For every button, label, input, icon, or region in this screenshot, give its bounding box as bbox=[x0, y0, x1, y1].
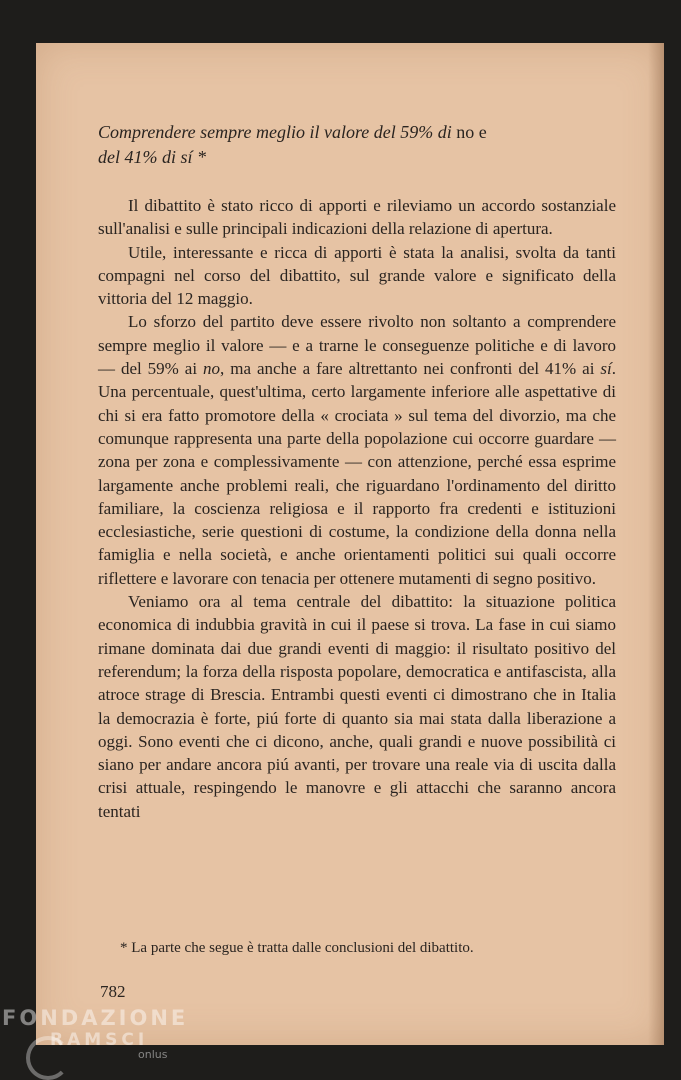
heading-italic-part: Comprendere sempre meglio il valore del 59% di bbox=[98, 122, 452, 142]
paragraph-2: Utile, interessante e ricca di apporti è stata la analisi, svolta da tanti compagni nel corso del dibattito, sul grande valore e significato della vittoria del 12 maggio. bbox=[98, 242, 616, 309]
watermark-fondazione: FONDAZIONE bbox=[2, 1006, 189, 1030]
page-body bbox=[98, 120, 616, 823]
paragraph-3-text: Lo sforzo del partito deve essere rivolto non soltanto a comprendere sempre meglio il valore — e a trarne le conseguenze politiche e di lavoro — del 59% ai bbox=[98, 312, 616, 379]
italic-si: sí bbox=[600, 359, 612, 379]
watermark-onlus: onlus bbox=[138, 1048, 168, 1061]
page-spine bbox=[648, 43, 664, 1045]
paragraph-3-text: . Una percentuale, quest'ultima, certo largamente inferiore alle aspettative di chi si era fatto promotore della « crociata » sul tema del divorzio, ma che comunque rappresenta una parte della popolazione cui occorre guardare — zona per zona e complessivamente — con attenzione, perché essa esprime largamente anche problemi reali, che riguardano l'ordinamento del diritto familiare, la coscienza religiosa e il rapporto fra credenti e istituzioni ecclesiastiche, serie questioni di costume, la condizione della donna nella famiglia e nella società, e anche orientamenti politici sui quali occorre riflettere e lavorare con tenacia per ottenere mutamenti di segno positivo. bbox=[98, 359, 617, 588]
watermark-gramsci: RAMSCI bbox=[50, 1030, 149, 1050]
italic-no: no bbox=[203, 359, 221, 379]
paragraph-3-text: , ma anche a fare altrettanto nei confronti del 41% ai bbox=[220, 359, 595, 379]
heading-second-line: del 41% di sí * bbox=[98, 147, 206, 167]
heading-upright-part: no e bbox=[456, 122, 487, 142]
page-number: 782 bbox=[100, 982, 126, 1001]
footnote: * La parte che segue è tratta dalle conclusioni del dibattito. bbox=[120, 940, 474, 956]
paragraph-1: Il dibattito è stato ricco di apporti e rileviamo un accordo sostanziale sull'analisi e sulle principali indicazioni della relazione di apertura. bbox=[98, 196, 616, 239]
paragraph-3 bbox=[98, 310, 616, 590]
paragraph-4: Veniamo ora al tema centrale del dibattito: la situazione politica economica di indubbia gravità in cui il paese si trova. La fase in cui siamo rimane dominata dai due grandi eventi di maggio: il risultato positivo del referendum; la forza della risposta popolare, democratica e antifascista, alla atroce strage di Brescia. Entrambi questi eventi ci dimostrano che in Italia la democrazia è forte, piú forte di quanto sia mai stata dalla liberazione a oggi. Sono eventi che ci dicono, anche, quali grandi e nuove possibilità ci siano per andare ancora piú avanti, per trovare una reale via di uscita dalla crisi attuale, respingendo le manovre e gli attacchi che saranno ancora tentati bbox=[98, 592, 616, 821]
section-heading bbox=[98, 120, 616, 170]
